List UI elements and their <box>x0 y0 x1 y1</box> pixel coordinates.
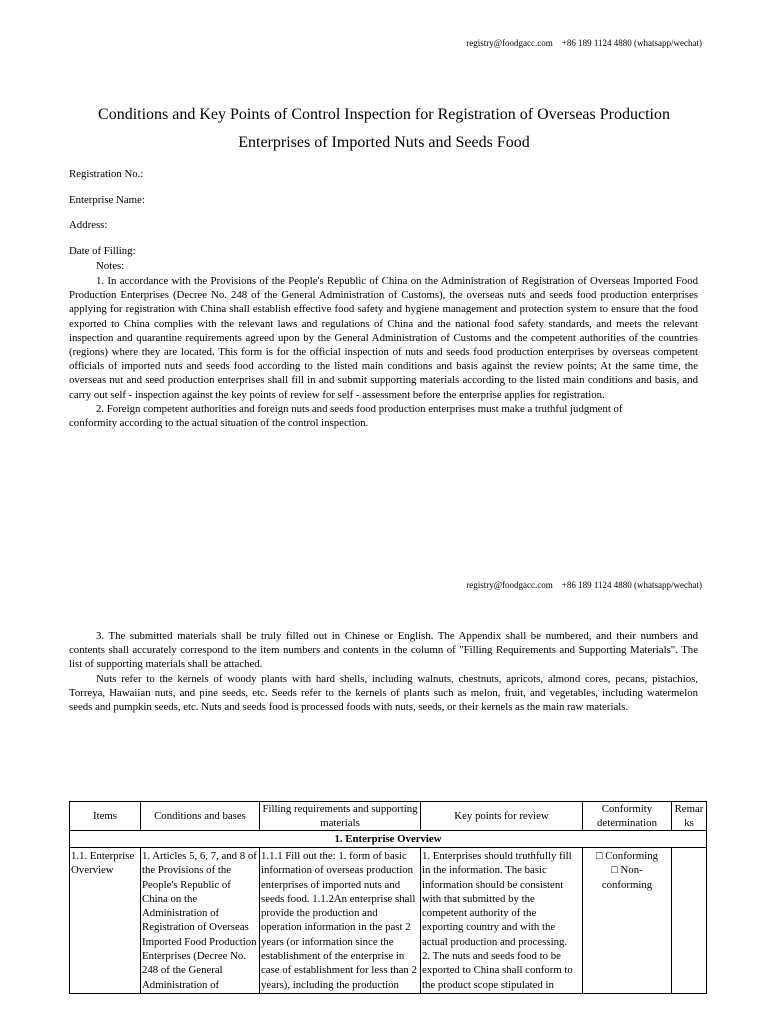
section-row <box>70 831 707 848</box>
cell-line: information should be consistent <box>422 878 564 891</box>
cell-line: Enterprises (Decree No. <box>142 950 247 963</box>
cell-line: competent authority of the <box>422 907 537 920</box>
cell-line: 1.1.1 Fill out the: 1. form of basic <box>261 850 407 862</box>
notes-block-page-1 <box>69 274 698 430</box>
cell-line: China on the <box>142 892 198 905</box>
cell-line: 2. The nuts and seeds food to be <box>422 950 561 963</box>
cell-line: 1.1. Enterprise <box>71 850 135 862</box>
note-line: Production Enterprises (Decree No. 248 of the General Administration of Customs), the overseas nuts and seeds food production enterprises <box>69 289 698 302</box>
cell-items <box>70 848 141 994</box>
note-line: applying for registration with China shall establish effective food safety and hygiene management and protection system to ensure that the food <box>69 303 698 316</box>
cell-conformity <box>583 848 672 994</box>
document-title <box>0 101 768 157</box>
cell-line: the Provisions of the <box>142 864 232 877</box>
note-line: 2. Foreign competent authorities and foreign nuts and seeds food production enterprises must make a truthful judgment of <box>96 402 623 415</box>
contact-email: registry@foodgacc.com <box>466 580 553 590</box>
cell-conditions-bases <box>141 848 260 994</box>
note-line: Torreya, Hawaiian nuts, and pine seeds, etc. Seeds refer to the kernels of plants such as melon, fruit, and vegetables, including watermelon <box>69 686 698 699</box>
section-title: 1. Enterprise Overview <box>70 831 707 848</box>
cell-line: in the information. The basic <box>422 864 547 877</box>
cell-line: information of overseas production <box>261 864 414 877</box>
address-label: Address: <box>69 219 108 231</box>
conformity-option-line: □ Non- <box>611 864 643 877</box>
note-line: contents shall accurately correspond to the item numbers and contents in the column of "Filling Requirements and Supporting Materials". The <box>69 644 698 657</box>
cell-line: establishment of the enterprise in <box>261 950 405 963</box>
table-row <box>70 848 707 994</box>
cell-line: years), including the production <box>261 978 399 991</box>
header-remarks: Remarks <box>672 802 707 831</box>
cell-line: with that submitted by the <box>422 892 535 905</box>
note-line: conformity according to the actual situation of the control inspection. <box>69 417 369 430</box>
cell-line: exported to China shall conform to <box>422 964 573 977</box>
enterprise-name-label: Enterprise Name: <box>69 194 145 206</box>
note-line: carry out self - inspection against the key points of review for self - assessment before the enterprise applies for registration. <box>69 388 605 401</box>
header-filling-requirements: Filling requirements and supporting materials <box>260 802 421 831</box>
cell-line: case of establishment for less than 2 <box>261 964 417 977</box>
contact-phone: +86 189 1124 4880 (whatsapp/wechat) <box>561 580 702 590</box>
note-paragraph-2 <box>69 402 698 430</box>
conformity-option-line: □ Conforming <box>595 850 658 862</box>
contact-phone: +86 189 1124 4880 (whatsapp/wechat) <box>561 38 702 48</box>
note-line: overseas nut and seed production enterprises shall fill in and submit supporting materials according to the listed main conditions and basis, and <box>69 374 698 387</box>
conformity-option-line: conforming <box>601 878 653 891</box>
inspection-table-container <box>69 801 707 994</box>
cell-line: enterprises of imported nuts and <box>261 878 401 891</box>
registration-no-label: Registration No.: <box>69 168 144 180</box>
cell-line: exporting country and with the <box>422 921 556 934</box>
notes-block-page-2 <box>69 629 698 714</box>
cell-line: the product scope stipulated in <box>422 978 554 991</box>
title-line: Conditions and Key Points of Control Inspection for Registration of Overseas Production <box>98 106 670 123</box>
note-line: 3. The submitted materials shall be truly filled out in Chinese or English. The Appendix shall be numbered, and their numbers and <box>96 630 698 642</box>
cell-line: operation information in the past 2 <box>261 921 411 934</box>
header-items: Items <box>70 802 141 831</box>
cell-line: 1. Enterprises should truthfully fill <box>422 850 572 862</box>
page-header-contact-2 <box>466 580 702 591</box>
cell-line: Overview <box>71 864 114 877</box>
note-line: list of supporting materials shall be attached. <box>69 658 263 671</box>
note-line: officials of imported nuts and seeds food according to the listed main conditions and basis against the review points; At the same time, the <box>69 360 698 373</box>
header-conditions-bases: Conditions and bases <box>141 802 260 831</box>
note-paragraph-3 <box>69 629 698 672</box>
page-header-contact <box>466 38 702 49</box>
header-key-points: Key points for review <box>421 802 583 831</box>
table-header-row <box>70 802 707 831</box>
note-line: 1. In accordance with the Provisions of the People's Republic of China on the Administration of Registration of Overseas Imported Food <box>96 275 698 287</box>
note-line: Nuts refer to the kernels of woody plants with hard shells, including walnuts, chestnuts, apricots, almond cores, pecans, pistachios, <box>96 672 698 685</box>
note-line: (regions) where they are located. This form is for the official inspection of nuts and seeds food production enterprises by overseas competent <box>69 346 698 359</box>
header-conformity: Conformity determination <box>583 802 672 831</box>
cell-line: Registration of Overseas <box>142 921 249 934</box>
date-of-filling-label: Date of Filling: <box>69 245 136 257</box>
cell-line: seeds food. 1.1.2An enterprise shall <box>261 892 416 905</box>
cell-line: Administration of <box>142 907 220 920</box>
note-paragraph-1 <box>69 274 698 402</box>
cell-remarks <box>672 848 707 994</box>
inspection-table <box>69 801 707 994</box>
note-line: exported to China complies with the relevant laws and regulations of China and the national food safety standards, and meets the relevant <box>69 317 698 330</box>
note-line: inspection and quarantine requirements agreed upon by the General Administration of Customs and the competent authorities of the countries <box>69 331 698 344</box>
contact-email: registry@foodgacc.com <box>466 38 553 48</box>
note-line: seeds and pumpkin seeds, etc. Nuts and seeds food is processed foods with nuts, seeds, or their kernels as the main raw materials. <box>69 701 629 714</box>
cell-line: Administration of <box>142 978 220 991</box>
cell-filling-requirements <box>260 848 421 994</box>
notes-heading: Notes: <box>96 260 125 272</box>
cell-line: provide the production and <box>261 907 378 920</box>
cell-key-points <box>421 848 583 994</box>
note-paragraph-4 <box>69 672 698 715</box>
cell-line: years (or information since the <box>261 935 394 948</box>
cell-line: 248 of the General <box>142 964 223 977</box>
cell-line: Imported Food Production <box>142 935 257 948</box>
cell-line: actual production and processing. <box>422 935 568 948</box>
cell-line: People's Republic of <box>142 878 231 891</box>
cell-line: 1. Articles 5, 6, 7, and 8 of <box>142 850 257 862</box>
title-line: Enterprises of Imported Nuts and Seeds Food <box>238 134 530 151</box>
